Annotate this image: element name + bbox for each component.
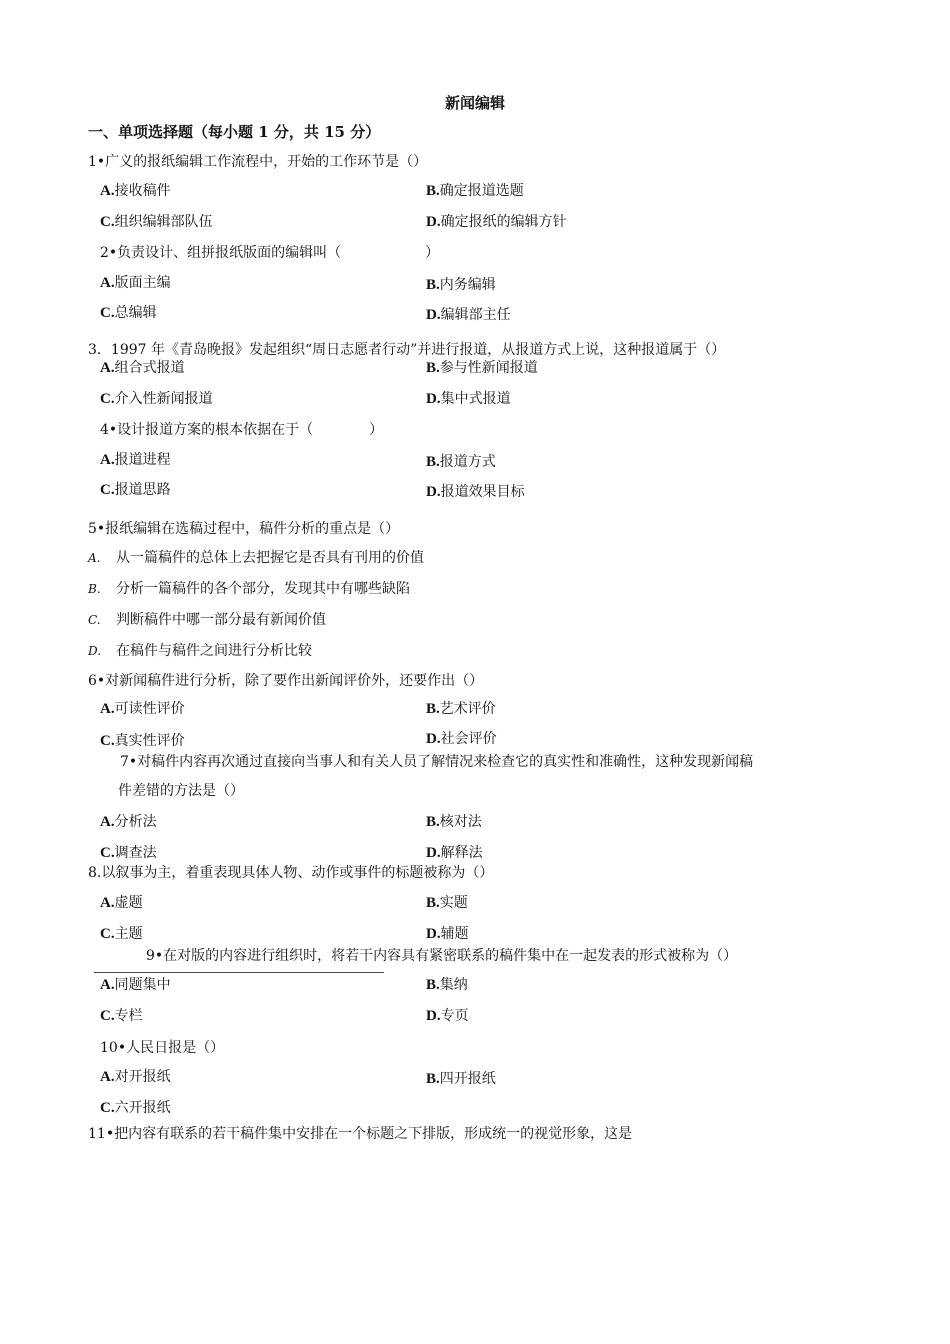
option-key: B.: [426, 814, 440, 830]
option-text: 主题: [114, 926, 143, 942]
option-key: B.: [426, 183, 440, 199]
option-key: C.: [100, 391, 115, 407]
underline-divider: [94, 972, 384, 973]
option-text: 调查法: [114, 845, 157, 861]
option-text: 报道方式: [439, 454, 496, 470]
option-9b: [426, 974, 468, 994]
option-key: D.: [426, 391, 441, 407]
option-1c: [100, 211, 213, 231]
option-key: A.: [100, 452, 115, 468]
option-key: C.: [100, 1100, 115, 1116]
option-key: A.: [100, 977, 115, 993]
option-5d: [88, 640, 312, 660]
option-key: A.: [100, 183, 115, 199]
option-key: A.: [100, 701, 115, 717]
option-4a: [100, 449, 171, 469]
option-7b: [426, 811, 482, 831]
option-key: D.: [88, 644, 102, 658]
option-text: 确定报纸的编辑方针: [440, 214, 567, 230]
option-2c: [100, 302, 157, 322]
question-8: 8.以叙事为主，着重表现具体人物、动作或事件的标题被称为（）: [88, 865, 494, 881]
option-text: 接收稿件: [114, 183, 171, 199]
option-text: 集纳: [439, 977, 468, 993]
option-text: 核对法: [439, 814, 482, 830]
option-text: 从一篇稿件的总体上去把握它是否具有刊用的价值: [116, 550, 424, 566]
option-5a: [88, 547, 424, 567]
option-key: B.: [426, 277, 440, 293]
option-6b: [426, 698, 496, 718]
option-6d: [426, 728, 497, 748]
page-title: 新闻编辑: [444, 94, 505, 112]
option-key: C.: [100, 1008, 115, 1024]
option-text: 社会评价: [440, 731, 497, 747]
option-key: D.: [426, 484, 441, 500]
option-key: D.: [426, 214, 441, 230]
option-text: 分析法: [114, 814, 157, 830]
question-7: 7•对稿件内容再次通过直接向当事人和有关人员了解情况来检查它的真实性和准确性，这种发现新闻稿: [120, 754, 754, 770]
option-text: 编辑部主任: [440, 307, 511, 323]
option-key: B.: [426, 1071, 440, 1087]
option-1a: [100, 180, 171, 200]
option-text: 专栏: [114, 1008, 143, 1024]
option-text: 版面主编: [114, 275, 171, 291]
option-text: 总编辑: [114, 305, 157, 321]
option-key: A.: [88, 551, 101, 565]
option-8b: [426, 892, 468, 912]
option-5b: [88, 578, 410, 598]
option-9c: [100, 1005, 143, 1025]
option-10b: [426, 1068, 496, 1088]
option-3b: [426, 357, 538, 377]
option-key: C.: [100, 733, 115, 749]
option-8c: [100, 923, 143, 943]
option-text: 对开报纸: [114, 1069, 171, 1085]
option-4b: [426, 451, 496, 471]
option-key: B.: [426, 895, 440, 911]
question-9: 9•在对版的内容进行组织时，将若干内容具有紧密联系的稿件集中在一起发表的形式被称为（）: [146, 948, 738, 964]
option-text: 虚题: [114, 895, 143, 911]
option-key: C.: [100, 482, 115, 498]
option-text: 辅题: [440, 926, 469, 942]
option-text: 六开报纸: [114, 1100, 171, 1116]
option-key: D.: [426, 926, 441, 942]
option-6a: [100, 698, 185, 718]
option-key: A.: [100, 895, 115, 911]
question-11: 11•把内容有联系的若干稿件集中安排在一个标题之下排版，形成统一的视觉形象，这是: [88, 1126, 633, 1142]
option-key: C.: [100, 926, 115, 942]
option-key: B.: [426, 454, 440, 470]
option-5c: [88, 609, 326, 629]
option-key: B.: [88, 582, 101, 596]
option-key: B.: [426, 977, 440, 993]
option-2b: [426, 274, 496, 294]
question-5: 5•报纸编辑在选稿过程中，稿件分析的重点是（）: [88, 521, 400, 537]
option-text: 判断稿件中哪一部分最有新闻价值: [116, 612, 326, 628]
option-text: 确定报道选题: [439, 183, 524, 199]
option-text: 实题: [439, 895, 468, 911]
option-9a: [100, 974, 171, 994]
option-text: 内务编辑: [439, 277, 496, 293]
option-text: 同题集中: [114, 977, 171, 993]
option-10a: [100, 1066, 171, 1086]
option-10c: [100, 1097, 171, 1117]
option-text: 组合式报道: [114, 360, 185, 376]
section-heading: 一、单项选择题（每小题 1 分，共 15 分）: [88, 123, 381, 141]
option-4d: [426, 481, 525, 501]
option-key: D.: [426, 845, 441, 861]
option-key: A.: [100, 360, 115, 376]
option-3d: [426, 388, 511, 408]
option-4c: [100, 479, 171, 499]
option-7c: [100, 842, 157, 862]
option-text: 报道效果目标: [440, 484, 525, 500]
option-text: 报道思路: [114, 482, 171, 498]
option-text: 在稿件与稿件之间进行分析比较: [116, 643, 312, 659]
option-text: 组织编辑部队伍: [114, 214, 213, 230]
option-key: C.: [100, 845, 115, 861]
option-text: 介入性新闻报道: [114, 391, 213, 407]
option-text: 集中式报道: [440, 391, 511, 407]
option-key: C.: [100, 214, 115, 230]
option-3c: [100, 388, 213, 408]
option-text: 解释法: [440, 845, 483, 861]
option-7a: [100, 811, 157, 831]
option-key: D.: [426, 1008, 441, 1024]
question-10: 10•人民日报是（）: [100, 1040, 225, 1056]
question-1: 1•广义的报纸编辑工作流程中，开始的工作环节是（）: [88, 154, 428, 170]
question-3: 3．1997 年《青岛晚报》发起组织“周日志愿者行动”并进行报道，从报道方式上说，这种报道属于（）: [88, 342, 726, 358]
option-key: C.: [88, 613, 101, 627]
option-8a: [100, 892, 143, 912]
option-text: 艺术评价: [439, 701, 496, 717]
question-4: 4•设计报道方案的根本依据在于（ ）: [100, 422, 384, 438]
option-9d: [426, 1005, 469, 1025]
question-6: 6•对新闻稿件进行分析，除了要作出新闻评价外，还要作出（）: [88, 673, 484, 689]
option-key: A.: [100, 814, 115, 830]
option-key: C.: [100, 305, 115, 321]
option-key: D.: [426, 307, 441, 323]
option-text: 专页: [440, 1008, 469, 1024]
option-3a: [100, 357, 185, 377]
option-key: B.: [426, 701, 440, 717]
option-key: D.: [426, 731, 441, 747]
option-2d: [426, 304, 511, 324]
option-8d: [426, 923, 469, 943]
option-text: 四开报纸: [439, 1071, 496, 1087]
option-6c: [100, 730, 185, 750]
option-7d: [426, 842, 483, 862]
option-text: 可读性评价: [114, 701, 185, 717]
option-text: 分析一篇稿件的各个部分，发现其中有哪些缺陷: [116, 581, 410, 597]
option-1b: [426, 180, 524, 200]
option-2a: [100, 272, 171, 292]
option-1d: [426, 211, 567, 231]
option-text: 真实性评价: [114, 733, 185, 749]
option-key: A.: [100, 275, 115, 291]
question-7-continued: 件差错的方法是（）: [118, 783, 244, 799]
option-text: 参与性新闻报道: [439, 360, 538, 376]
option-key: B.: [426, 360, 440, 376]
option-key: A.: [100, 1069, 115, 1085]
question-2: 2•负责设计、组拼报纸版面的编辑叫（ ）: [100, 245, 440, 261]
option-text: 报道进程: [114, 452, 171, 468]
